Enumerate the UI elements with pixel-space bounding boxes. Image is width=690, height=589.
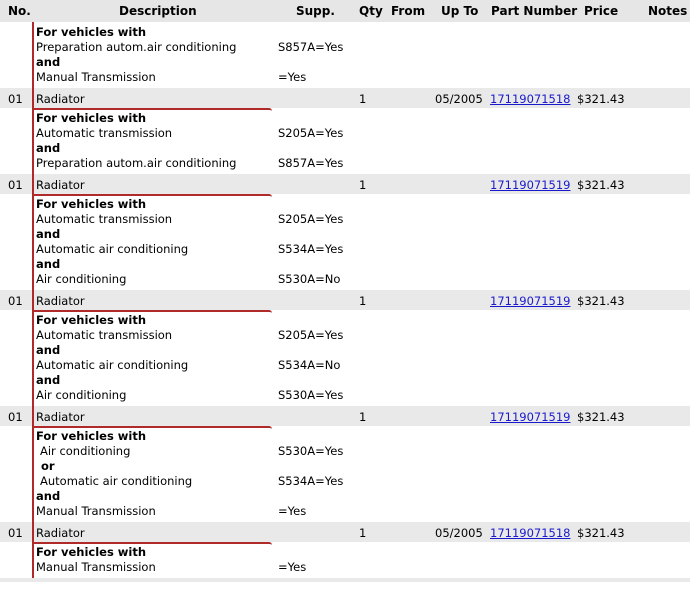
condition-block xyxy=(0,426,690,522)
condition-block xyxy=(0,310,690,406)
supp-code: S205A=Yes xyxy=(278,328,344,342)
part-qty: 1 xyxy=(359,410,367,424)
col-header-description: Description xyxy=(119,4,197,18)
col-header-qty: Qty xyxy=(359,4,383,18)
condition-operator: and xyxy=(36,141,61,155)
condition-heading: For vehicles with xyxy=(36,545,147,559)
supp-code: S857A=Yes xyxy=(278,40,344,54)
supp-code: S534A=Yes xyxy=(278,242,344,256)
condition-block xyxy=(0,542,690,578)
condition-item: Automatic air conditioning xyxy=(40,474,193,488)
supp-code: =Yes xyxy=(278,504,307,518)
condition-operator: and xyxy=(36,373,61,387)
part-qty: 1 xyxy=(359,178,367,192)
col-header-no: No. xyxy=(8,4,31,18)
condition-item: Automatic transmission xyxy=(36,126,173,140)
condition-operator: and xyxy=(36,489,61,503)
supp-code: S530A=Yes xyxy=(278,388,344,402)
table-header xyxy=(0,0,690,22)
condition-operator: and xyxy=(36,257,61,271)
part-description: Radiator xyxy=(36,92,85,106)
part-number-link[interactable]: 17119071519 xyxy=(490,294,571,308)
col-header-up-to: Up To xyxy=(441,4,479,18)
col-header-supp: Supp. xyxy=(296,4,335,18)
condition-item: Automatic transmission xyxy=(36,212,173,226)
part-number-link[interactable]: 17119071519 xyxy=(490,410,571,424)
part-price: $321.43 xyxy=(577,410,625,424)
part-no: 01 xyxy=(8,410,23,424)
condition-operator: and xyxy=(36,343,61,357)
condition-item: Preparation autom.air conditioning xyxy=(36,40,237,54)
supp-code: S205A=Yes xyxy=(278,212,344,226)
condition-block xyxy=(0,108,690,174)
part-no: 01 xyxy=(8,526,23,540)
row-bracket xyxy=(32,522,34,542)
col-header-price: Price xyxy=(584,4,619,18)
condition-item: Automatic transmission xyxy=(36,328,173,342)
part-price: $321.43 xyxy=(577,526,625,540)
table-row xyxy=(0,406,690,426)
condition-heading: For vehicles with xyxy=(36,111,147,125)
part-price: $321.43 xyxy=(577,178,625,192)
part-up-to: 05/2005 xyxy=(435,92,483,106)
part-description: Radiator xyxy=(36,178,85,192)
row-bracket xyxy=(32,174,34,194)
row-bracket xyxy=(32,290,34,310)
part-qty: 1 xyxy=(359,294,367,308)
col-header-from: From xyxy=(391,4,426,18)
condition-item: Automatic air conditioning xyxy=(36,242,189,256)
part-price: $321.43 xyxy=(577,294,625,308)
table-row xyxy=(0,522,690,542)
table-row xyxy=(0,88,690,108)
supp-code: S534A=No xyxy=(278,358,341,372)
condition-item: Preparation autom.air conditioning xyxy=(36,156,237,170)
part-description: Radiator xyxy=(36,526,85,540)
part-number-link[interactable]: 17119071519 xyxy=(490,178,571,192)
supp-code: S530A=Yes xyxy=(278,444,344,458)
supp-code: S205A=Yes xyxy=(278,126,344,140)
part-description: Radiator xyxy=(36,294,85,308)
condition-operator: and xyxy=(36,55,61,69)
part-description: Radiator xyxy=(36,410,85,424)
condition-operator: or xyxy=(41,459,55,473)
table-row-partial xyxy=(0,578,690,582)
supp-code: =Yes xyxy=(278,560,307,574)
supp-code: S530A=No xyxy=(278,272,341,286)
part-up-to: 05/2005 xyxy=(435,526,483,540)
condition-item: Air conditioning xyxy=(36,272,127,286)
condition-item: Manual Transmission xyxy=(36,70,156,84)
condition-item: Manual Transmission xyxy=(36,504,156,518)
condition-item: Automatic air conditioning xyxy=(36,358,189,372)
part-price: $321.43 xyxy=(577,92,625,106)
row-bracket xyxy=(32,88,34,108)
table-row xyxy=(0,174,690,194)
col-header-notes: Notes xyxy=(648,4,688,18)
supp-code: S857A=Yes xyxy=(278,156,344,170)
part-no: 01 xyxy=(8,294,23,308)
part-no: 01 xyxy=(8,178,23,192)
condition-block xyxy=(0,194,690,290)
part-qty: 1 xyxy=(359,526,367,540)
col-header-part-number: Part Number xyxy=(491,4,578,18)
part-no: 01 xyxy=(8,92,23,106)
condition-item: Air conditioning xyxy=(36,388,127,402)
row-bracket xyxy=(32,406,34,426)
supp-code: =Yes xyxy=(278,70,307,84)
condition-block xyxy=(0,22,690,88)
condition-heading: For vehicles with xyxy=(36,429,147,443)
supp-code: S534A=Yes xyxy=(278,474,344,488)
condition-heading: For vehicles with xyxy=(36,197,147,211)
part-number-link[interactable]: 17119071518 xyxy=(490,92,571,106)
condition-operator: and xyxy=(36,227,61,241)
condition-item: Air conditioning xyxy=(40,444,131,458)
condition-heading: For vehicles with xyxy=(36,313,147,327)
part-qty: 1 xyxy=(359,92,367,106)
part-number-link[interactable]: 17119071518 xyxy=(490,526,571,540)
condition-heading: For vehicles with xyxy=(36,25,147,39)
condition-item: Manual Transmission xyxy=(36,560,156,574)
table-row xyxy=(0,290,690,310)
